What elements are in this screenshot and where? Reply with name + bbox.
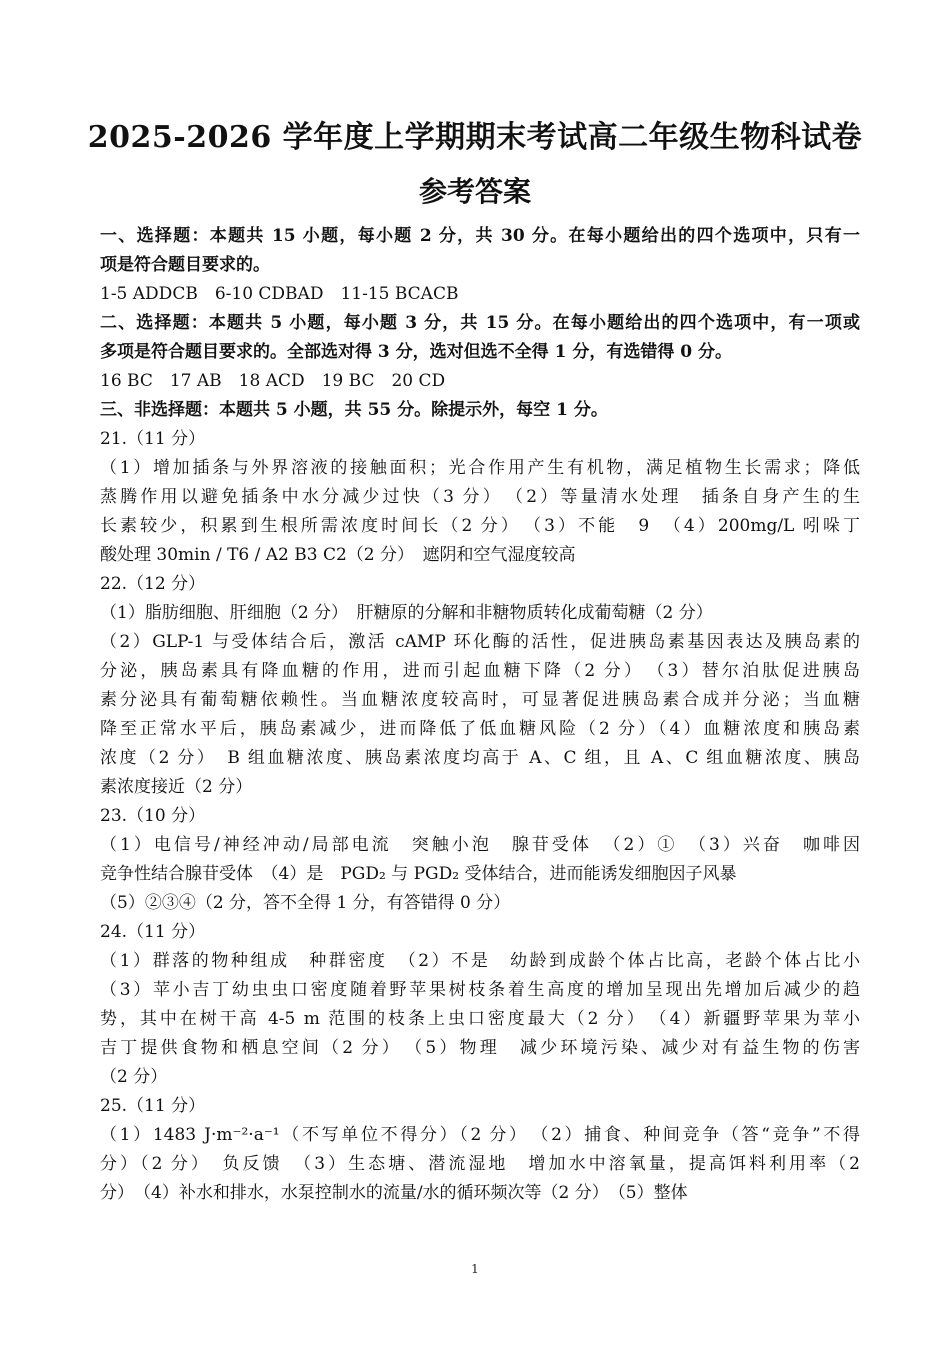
question-22-line-1: （1）脂肪细胞、肝细胞（2 分） 肝糖原的分解和非糖物质转化成葡萄糖（2 分） (100, 603, 713, 623)
question-21-line-3: 长素较少，积累到生根所需浓度时间长（2 分） （3）不能 9 （4）200mg/L 吲哚丁 (100, 516, 860, 536)
question-24-heading: 24.（11 分） (100, 922, 206, 942)
section-heading-three: 三、非选择题：本题共 5 小题，共 55 分。除提示外，每空 1 分。 (100, 400, 608, 420)
section-heading-one-line-1: 一、选择题：本题共 15 小题，每小题 2 分，共 30 分。在每小题给出的四个选项中，只有一 (100, 226, 860, 246)
document-title: 2025-2026 学年度上学期期末考试高二年级生物科试卷 (87, 120, 863, 155)
question-24-line-1: （1）群落的物种组成 种群密度 （2）不是 幼龄到成龄个体占比高，老龄个体占比小 (100, 951, 860, 971)
question-24-line-3: 势，其中在树干高 4-5 m 范围的枝条上虫口密度最大（2 分） （4）新疆野苹果为苹小 (100, 1009, 860, 1029)
question-24-line-2: （3）苹小吉丁幼虫虫口密度随着野苹果树枝条着生高度的增加呈现出先增加后减少的趋 (100, 980, 860, 1000)
answer-line-16-20: 16 BC 17 AB 18 ACD 19 BC 20 CD (100, 371, 446, 391)
question-23-heading: 23.（10 分） (100, 806, 206, 826)
question-22-line-2: （2）GLP-1 与受体结合后，激活 cAMP 环化酶的活性，促进胰岛素基因表达及胰岛素的 (100, 632, 860, 652)
question-24-line-4: 吉丁提供食物和栖息空间（2 分） （5）物理 减少环境污染、减少对有益生物的伤害 (100, 1038, 860, 1058)
answer-body (100, 222, 860, 1208)
question-25-line-1: （1）1483 J·m⁻²·a⁻¹（不写单位不得分）（2 分） （2）捕食、种间竞争（答“竞争”不得 (100, 1125, 860, 1145)
section-heading-two-line-2: 多项是符合题目要求的。全部选对得 3 分，选对但选不全得 1 分，有选错得 0 分。 (100, 342, 732, 362)
question-22-heading: 22.（12 分） (100, 574, 206, 594)
question-23-line-1: （1）电信号/神经冲动/局部电流 突触小泡 腺苷受体 （2）① （3）兴奋 咖啡因 (100, 835, 860, 855)
answer-line-1-15: 1-5 ADDCB 6-10 CDBAD 11-15 BCACB (100, 284, 459, 304)
question-22-line-5: 降至正常水平后，胰岛素减少，进而降低了低血糖风险（2 分）（4）血糖浓度和胰岛素 (100, 719, 860, 739)
section-heading-one-line-2: 项是符合题目要求的。 (100, 255, 270, 275)
document-subtitle: 参考答案 (418, 175, 531, 208)
question-22-line-7: 素浓度接近（2 分） (100, 777, 253, 797)
question-25-line-3: 分） （4）补水和排水，水泵控制水的流量/水的循环频次等（2 分） （5）整体 (100, 1183, 688, 1203)
question-21-heading: 21.（11 分） (100, 429, 206, 449)
question-22-line-6: 浓度（2 分） B 组血糖浓度、胰岛素浓度均高于 A、C 组，且 A、C 组血糖浓度、胰岛 (100, 748, 860, 768)
question-24-line-5: （2 分） (100, 1067, 168, 1087)
question-23-line-3: （5）②③④（2 分，答不全得 1 分，有答错得 0 分） (100, 893, 511, 913)
question-23-line-2: 竞争性结合腺苷受体 （4）是 PGD₂ 与 PGD₂ 受体结合，进而能诱发细胞因子风暴 (100, 864, 737, 884)
question-25-heading: 25.（11 分） (100, 1096, 206, 1116)
question-21-line-4: 酸处理 30min / T6 / A2 B3 C2（2 分） 遮阴和空气湿度较高 (100, 545, 576, 565)
question-21-line-1: （1）增加插条与外界溶液的接触面积；光合作用产生有机物，满足植物生长需求；降低 (100, 458, 860, 478)
question-21-line-2: 蒸腾作用以避免插条中水分减少过快（3 分） （2）等量清水处理 插条自身产生的生 (100, 487, 860, 507)
section-heading-two-line-1: 二、选择题：本题共 5 小题，每小题 3 分，共 15 分。在每小题给出的四个选项中，有一项或 (100, 313, 860, 333)
page-number: 1 (471, 1262, 479, 1276)
question-22-line-4: 素分泌具有葡萄糖依赖性。当血糖浓度较高时，可显著促进胰岛素合成并分泌；当血糖 (100, 690, 860, 710)
question-25-line-2: 分）（2 分） 负反馈 （3）生态塘、潜流湿地 增加水中溶氧量，提高饵料利用率（2 (100, 1154, 860, 1174)
question-22-line-3: 分泌，胰岛素具有降血糖的作用，进而引起血糖下降（2 分） （3）替尔泊肽促进胰岛 (100, 661, 860, 681)
